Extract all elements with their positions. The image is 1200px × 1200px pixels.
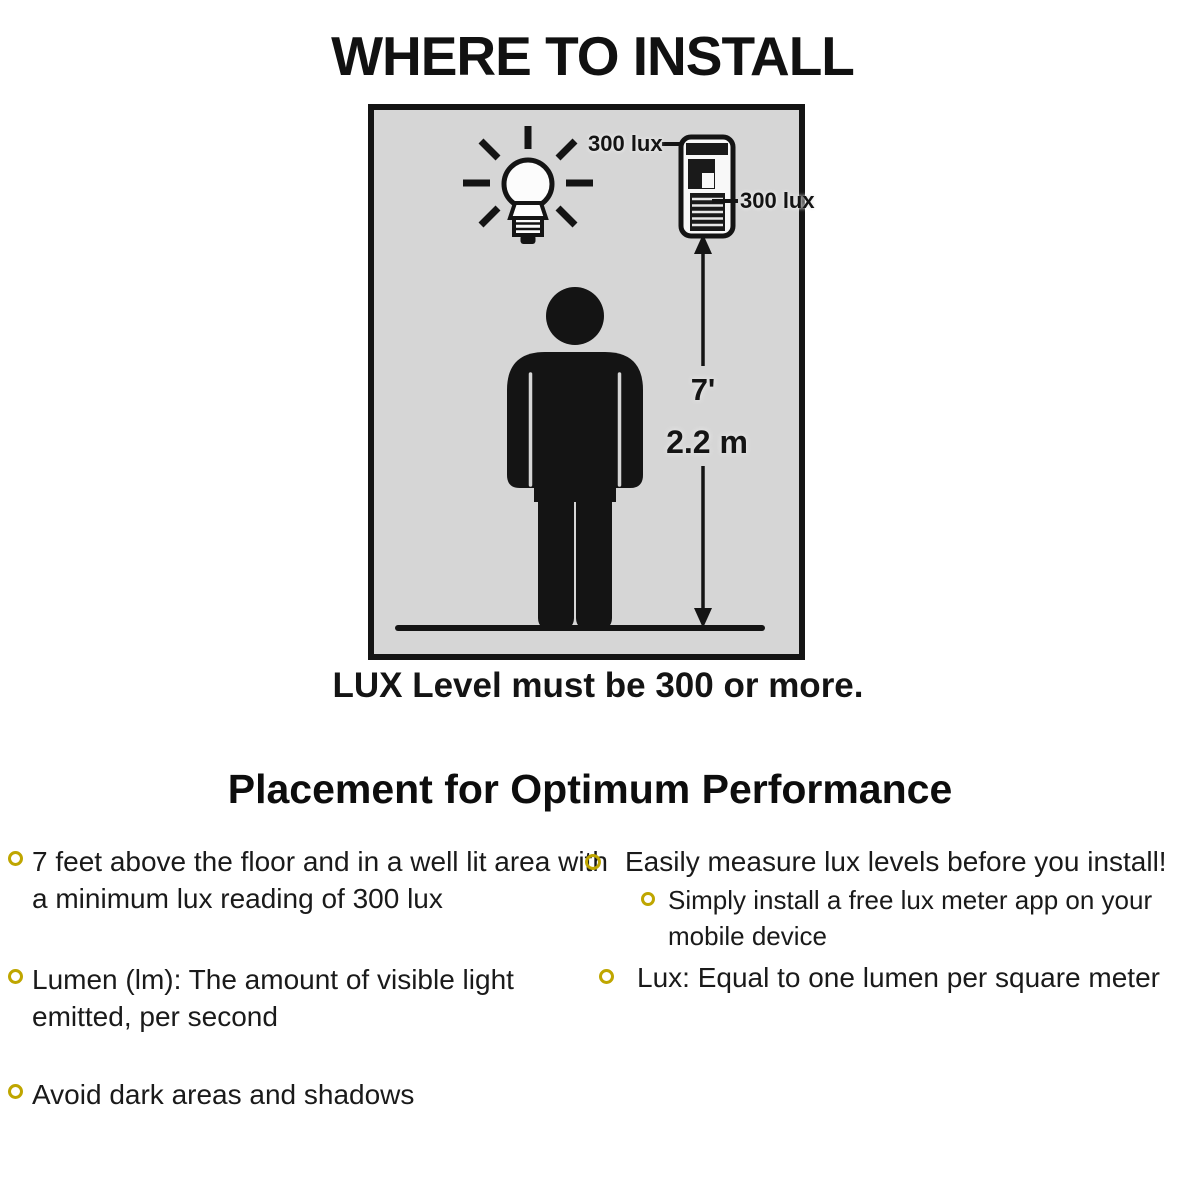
page-title: WHERE TO INSTALL (331, 25, 854, 87)
bullet-item: 7 feet above the floor and in a well lit area with a minimum lux reading of 300 lux (32, 846, 608, 914)
bullet-icon (8, 1084, 23, 1099)
bullet-item: Avoid dark areas and shadows (32, 1079, 415, 1110)
sensor-device-icon (681, 137, 733, 236)
sensor-lux-label-top: 300 lux (588, 131, 663, 156)
bullet-item: Lumen (lm): The amount of visible light emitted, per second (32, 964, 514, 1032)
bullet-icon (585, 854, 601, 870)
sub-bullet-icon (641, 892, 655, 906)
person-silhouette (507, 287, 643, 631)
bullet-icon (8, 969, 23, 984)
section-heading: Placement for Optimum Performance (227, 766, 953, 812)
bullet-item: Easily measure lux levels before you install! (625, 846, 1167, 877)
diagram-caption: LUX Level must be 300 or more. (332, 666, 864, 705)
bullet-icon (599, 969, 614, 984)
sub-bullet-item: Simply install a free lux meter app on your mobile device (668, 885, 1153, 951)
bullet-item: Lux: Equal to one lumen per square meter (637, 962, 1160, 993)
height-meters-label: 2.2 m (666, 424, 748, 460)
sensor-lux-label-side: 300 lux (740, 188, 815, 213)
height-feet-label: 7' (690, 372, 716, 407)
bullet-icon (8, 851, 23, 866)
light-bulb-icon (463, 126, 593, 244)
